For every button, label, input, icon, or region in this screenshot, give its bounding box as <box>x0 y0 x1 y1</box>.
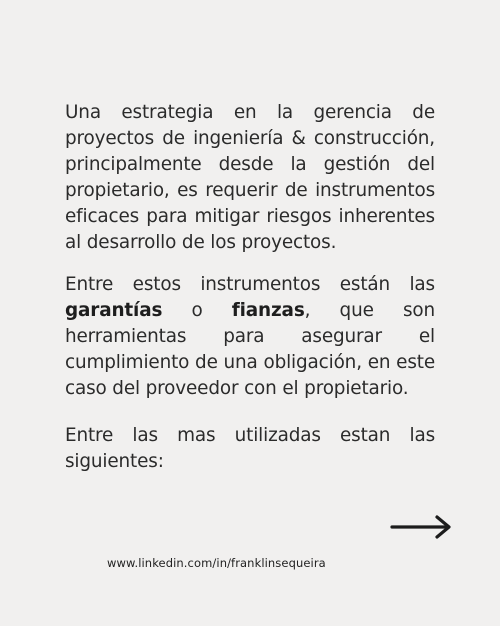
linkedin-url: www.linkedin.com/in/franklinsequeira <box>107 556 326 570</box>
instruments-text-before: Entre estos instrumentos están las <box>65 274 435 295</box>
intro-paragraph: Una estrategia en la gerencia de proyectos de ingeniería & construcción, principalmente desde la gestión del propietario, es requerir de instrumentos eficaces para mitigar riesgos inherentes al desarrollo de los proyectos. <box>65 102 435 253</box>
list-intro-paragraph: Entre las mas utilizadas estan las siguientes: <box>65 425 435 472</box>
fianzas-term: fianzas <box>231 300 305 321</box>
garantias-term: garantías <box>65 300 163 321</box>
instruments-text-middle: o <box>162 300 232 321</box>
instruments-text-after: , que son herramientas para asegurar el cumplimiento de una obligación, en este caso del proveedor con el propietario. <box>65 300 435 399</box>
arrow-right-icon[interactable] <box>390 514 452 540</box>
instruments-paragraph <box>65 272 435 402</box>
